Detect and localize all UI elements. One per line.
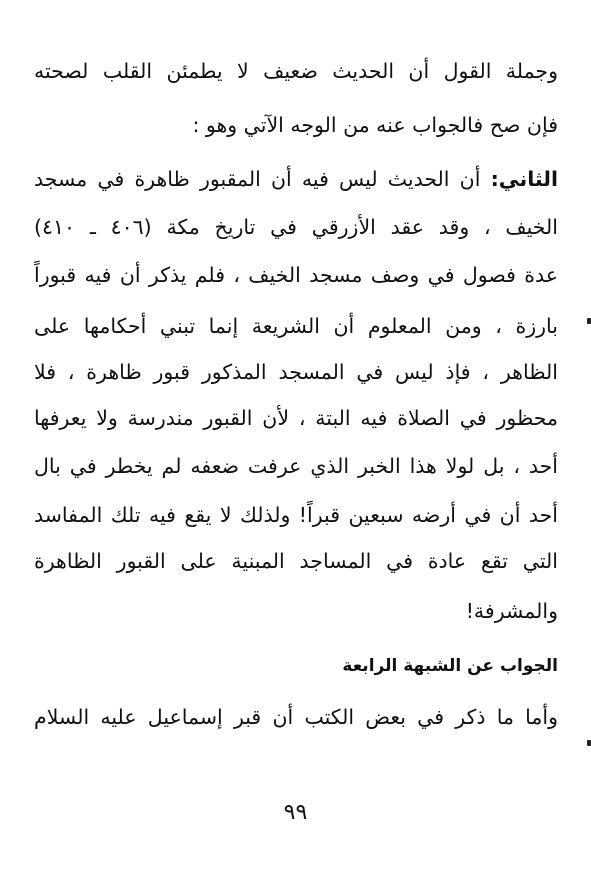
second-point-line-9: التي تقع عادة في المساجد المبنية على القبور الظاهرة — [34, 549, 558, 573]
margin-mark — [587, 740, 591, 746]
second-point-line-8: أحد أن في أرضه سبعين قبراً! ولذلك لا يقع فيه تلك المفاسد — [34, 503, 558, 527]
second-point-label: الثاني: — [490, 167, 558, 191]
second-point-line-4: بارزة ، ومن المعلوم أن الشريعة إنما تبني أحكامها على — [34, 314, 558, 338]
second-point-line-5: الظاهر ، فإذ ليس في المسجد المذكور قبور ظاهرة ، فلا — [34, 360, 558, 384]
paragraph-line-2: فإن صح فالجواب عنه من الوجه الآتي وهو : — [192, 113, 558, 137]
margin-mark — [587, 318, 591, 324]
second-point-line-3: عدة فصول في وصف مسجد الخيف ، فلم يذكر أن فيه قبوراً — [34, 263, 558, 287]
second-point-line-1-text: أن الحديث ليس فيه أن المقبور ظاهرة في مسجد — [34, 167, 481, 191]
page-number: ٩٩ — [283, 800, 308, 825]
second-point-line-6: محظور في الصلاة فيه البتة ، لأن القبور مندرسة ولا يعرفها — [34, 406, 558, 430]
paragraph-line-1: وجملة القول أن الحديث ضعيف لا يطمئن القلب لصحته — [34, 59, 558, 83]
section-heading: الجواب عن الشبهة الرابعة — [342, 656, 558, 676]
second-point-line-1 — [34, 164, 558, 194]
final-paragraph-line: وأما ما ذكر في بعض الكتب أن قبر إسماعيل عليه السلام — [34, 705, 558, 729]
second-point-line-7: أحد ، بل لولا هذا الخبر الذي عرفت ضعفه لم يخطر في بال — [34, 454, 558, 478]
second-point-line-10: والمشرفة! — [465, 599, 558, 623]
second-point-line-2: الخيف ، وقد عقد الأزرقي في تاريخ مكة (٤٠٦ ـ ٤١٠) — [34, 215, 558, 239]
